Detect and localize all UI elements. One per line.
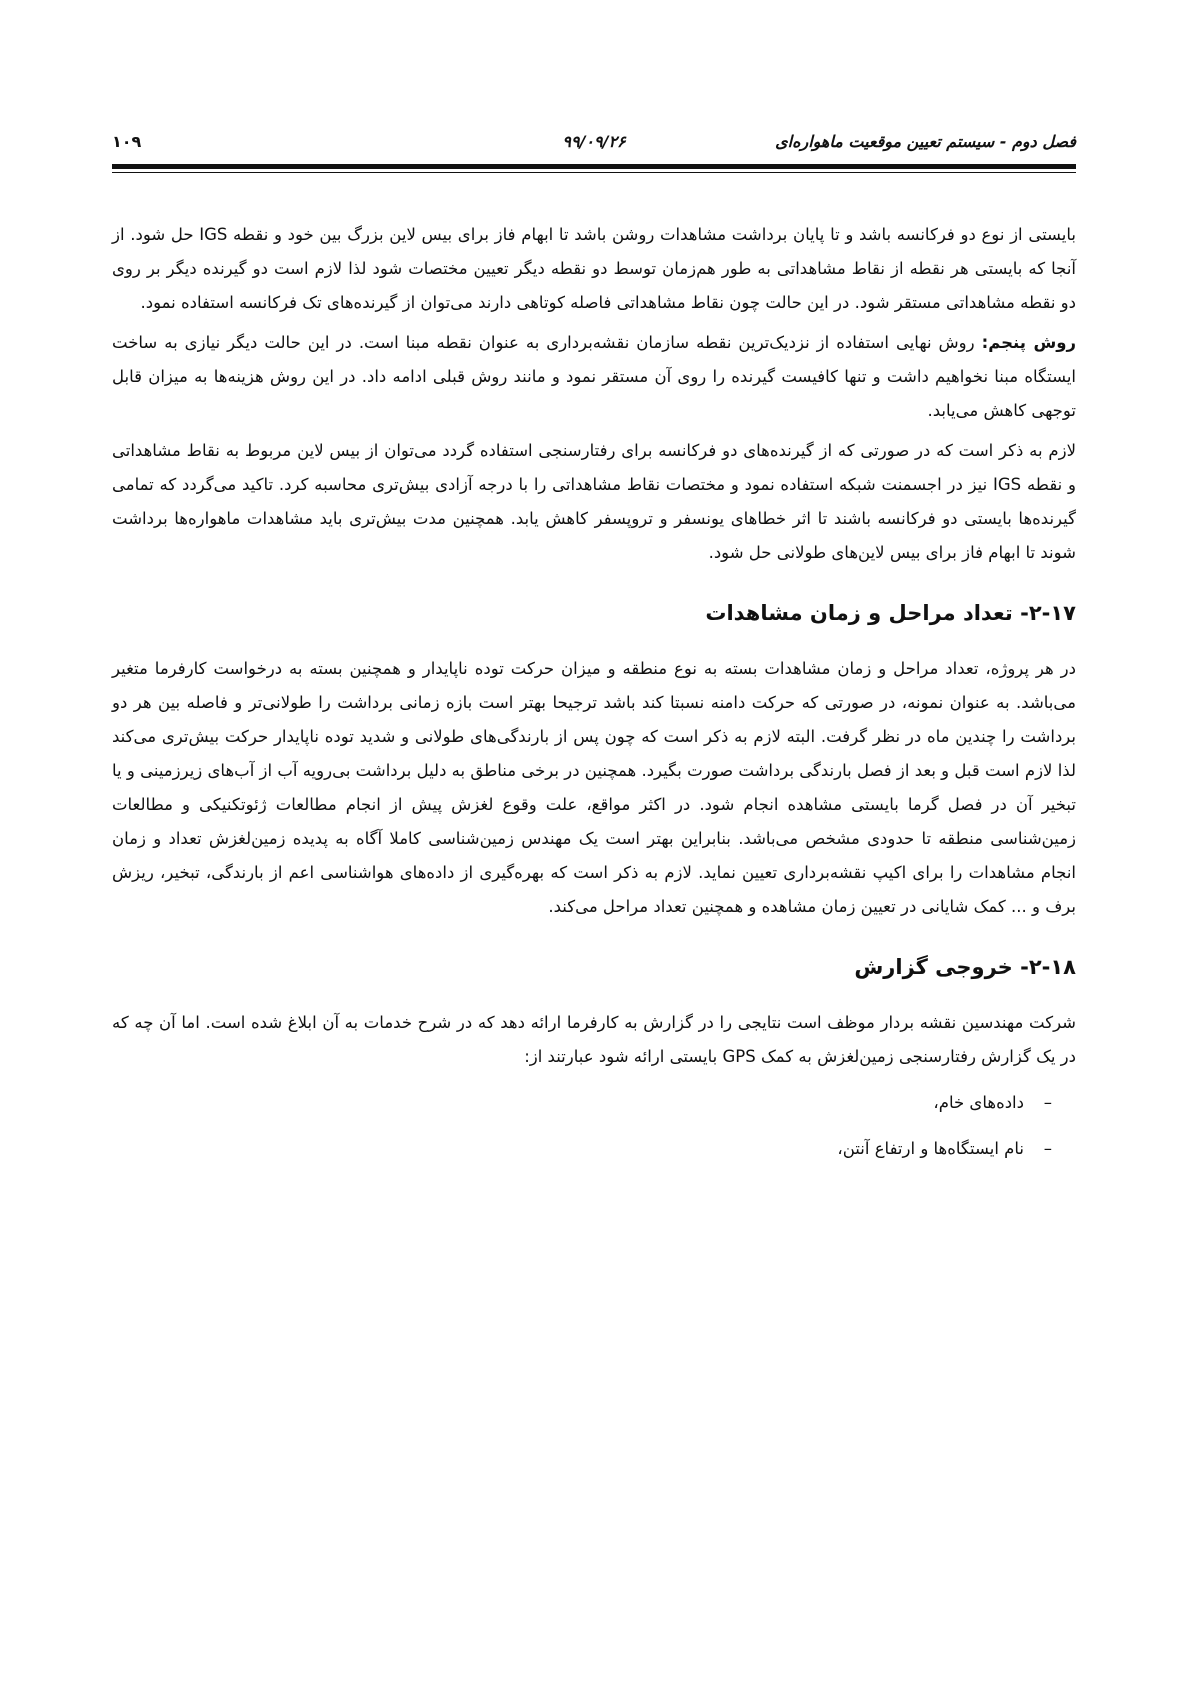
section-18-heading: ۲-۱۸- خروجی گزارش xyxy=(854,955,1076,979)
section-17-heading: ۲-۱۷- تعداد مراحل و زمان مشاهدات xyxy=(705,601,1076,625)
chapter-title: فصل دوم - سیستم تعیین موقعیت ماهواره‌ای xyxy=(775,132,1076,151)
list-dash: – xyxy=(1043,1093,1052,1112)
paragraph-2-label: روش پنجم: xyxy=(981,333,1076,352)
section-18-body: شرکت مهندسین نقشه بردار موظف است نتایجی را در گزارش به کارفرما ارائه دهد که در شرح خدمات به آن ابلاغ شده است. اما آن چه که در یک گزارش رفتارسنجی زمین‌لغزش به کمک GPS بایستی ارائه شود عبارتند از: xyxy=(112,1013,1076,1066)
header-date: ۹۹/۰۹/۲۶ xyxy=(562,132,626,151)
list-item-text: داده‌های خام، xyxy=(933,1093,1024,1112)
paragraph-1: بایستی از نوع دو فرکانسه باشد و تا پایان برداشت مشاهدات روشن باشد تا ابهام فاز برای بیس لاین بزرگ بین خود و نقطه IGS حل شود. از آنجا که بایستی هر نقطه از نقاط مشاهداتی به طور هم‌زمان توسط دو نقطه دیگر تعیین مختصات شود لذا لازم است دو گیرنده دیگر بر روی دو نقطه مشاهداتی مستقر شود. در این حالت چون نقاط مشاهداتی فاصله کوتاهی دارند می‌توان از گیرنده‌های تک فرکانسه استفاده نمود. xyxy=(112,225,1076,312)
output-list xyxy=(112,1080,1076,1172)
list-item-text: نام ایستگاه‌ها و ارتفاع آنتن، xyxy=(837,1139,1024,1158)
running-header xyxy=(112,120,1076,160)
section-17-body: در هر پروژه، تعداد مراحل و زمان مشاهدات بسته به نوع منطقه و میزان حرکت توده ناپایدار و همچنین بسته به درخواست کارفرما متغیر می‌باشد. به عنوان نمونه، در صورتی که حرکت دامنه نسبتا کند باشد ترجیحا بهتر است بازه زمانی برداشت را طولانی‌تر و فاصله بین هر دو برداشت را چندین ماه در نظر گرفت. البته لازم به ذکر است که چون پس از بارندگی‌های طولانی و شدید توده ناپایدار حرکت بیش‌تری می‌کند لذا لازم است قبل و بعد از فصل بارندگی برداشت صورت بگیرد. همچنین در برخی مناطق به دلیل برداشت بی‌رویه آب از آب‌های زیرزمینی و یا تبخیر آن در فصل گرما بایستی مشاهده انجام شود. در اکثر مواقع، علت وقوع لغزش پیش از انجام مطالعات ژئوتکنیکی و مطالعات زمین‌شناسی منطقه تا حدودی مشخص می‌باشد. بنابراین بهتر است یک مهندس زمین‌شناسی کاملا آگاه به پدیده زمین‌لغزش تعداد و زمان انجام مشاهدات را برای اکیپ نقشه‌برداری تعیین نماید. لازم به ذکر است که بهره‌گیری از داده‌های هواشناسی اعم از بارندگی، تبخیر، ریزش برف و ... کمک شایانی در تعیین زمان مشاهده و همچنین تعداد مراحل می‌کند. xyxy=(112,659,1076,916)
body-content xyxy=(112,218,1076,1172)
list-item xyxy=(112,1080,1052,1126)
header-rule-thick xyxy=(112,164,1076,169)
page-number: ۱۰۹ xyxy=(112,132,142,151)
paragraph-3: لازم به ذکر است که در صورتی که از گیرنده‌های دو فرکانسه برای رفتارسنجی استفاده گردد می‌توان از بیس لاین مربوط به نقاط مشاهداتی و نقطه IGS نیز در اجسمنت شبکه استفاده نمود و مختصات نقاط مشاهداتی را با درجه آزادی بیش‌تری محاسبه کرد. تاکید می‌گردد که تمامی گیرنده‌ها بایستی دو فرکانسه باشند تا اثر خطاهای یونسفر و تروپسفر کاهش یابد. همچنین مدت بیش‌تری باید مشاهدات ماهواره‌ها برداشت شوند تا ابهام فاز برای بیس لاین‌های طولانی حل شود. xyxy=(112,441,1077,562)
paragraph-2 xyxy=(112,326,1076,428)
list-dash: – xyxy=(1043,1139,1052,1158)
list-item xyxy=(112,1126,1052,1172)
header-rule-thin xyxy=(112,172,1076,173)
paragraph-2-text: روش نهایی استفاده از نزدیک‌ترین نقطه سازمان نقشه‌برداری به عنوان نقطه مبنا است. در این حالت دیگر نیازی به ساخت ایستگاه مبنا نخواهیم داشت و تنها کافیست گیرنده را روی آن مستقر نمود و مانند روش قبلی ادامه داد. در این روش هزینه‌ها به میزان قابل توجهی کاهش می‌یابد. xyxy=(112,333,1076,420)
